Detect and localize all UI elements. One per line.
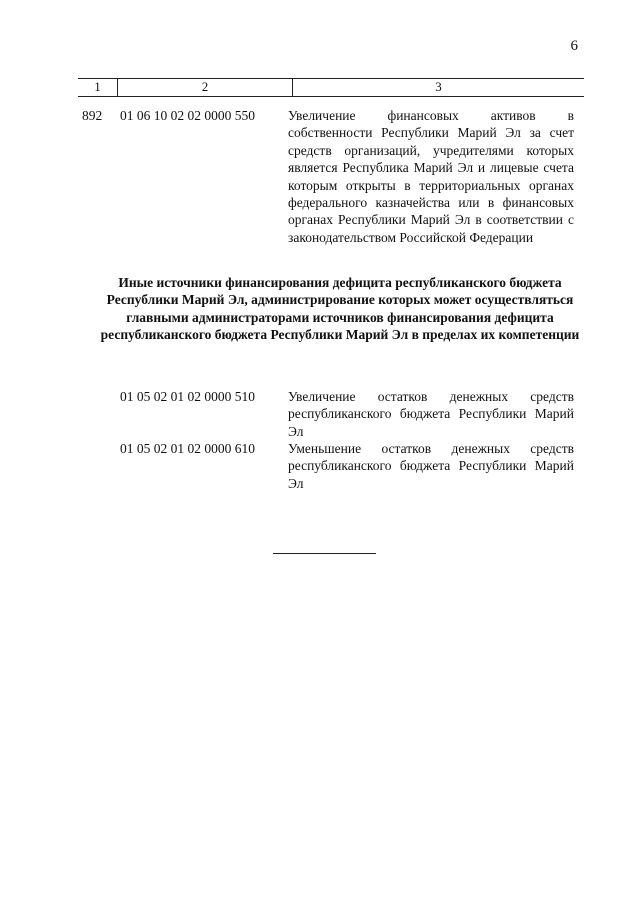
end-divider-line (273, 553, 376, 554)
source-code: 01 05 02 01 02 0000 610 (120, 441, 255, 456)
row-description: Увеличение остатков денежных средств республиканского бюджета Республики Марий Эл (288, 389, 574, 439)
header-col-2: 2 (118, 79, 293, 96)
page-number: 6 (570, 38, 578, 54)
admin-code: 892 (82, 108, 103, 123)
row-description: Уменьшение остатков денежных средств республиканского бюджета Республики Марий Эл (288, 441, 574, 491)
source-code: 01 05 02 01 02 0000 510 (120, 389, 255, 404)
header-col-1: 1 (78, 79, 118, 96)
table-header (78, 78, 584, 97)
source-code: 01 06 10 02 02 0000 550 (120, 108, 255, 123)
row-description: Увеличение финансовых активов в собственности Республики Марий Эл за счет средств организаций, учредителями которых является Республика Марий Эл и лицевые счета которым открыты в территориальных органах федерального казначейства или в финансовых органах Республики Марий Эл в соответствии с законодательством Российской Федерации (288, 108, 574, 245)
header-col-3: 3 (435, 79, 442, 94)
section-heading: Иные источники финансирования дефицита республиканского бюджета Республики Марий Эл, администрирование которых может осуществляться главными администраторами источников финансирования дефицита республиканского бюджета Республики Марий Эл в пределах их компетенции (100, 275, 580, 343)
